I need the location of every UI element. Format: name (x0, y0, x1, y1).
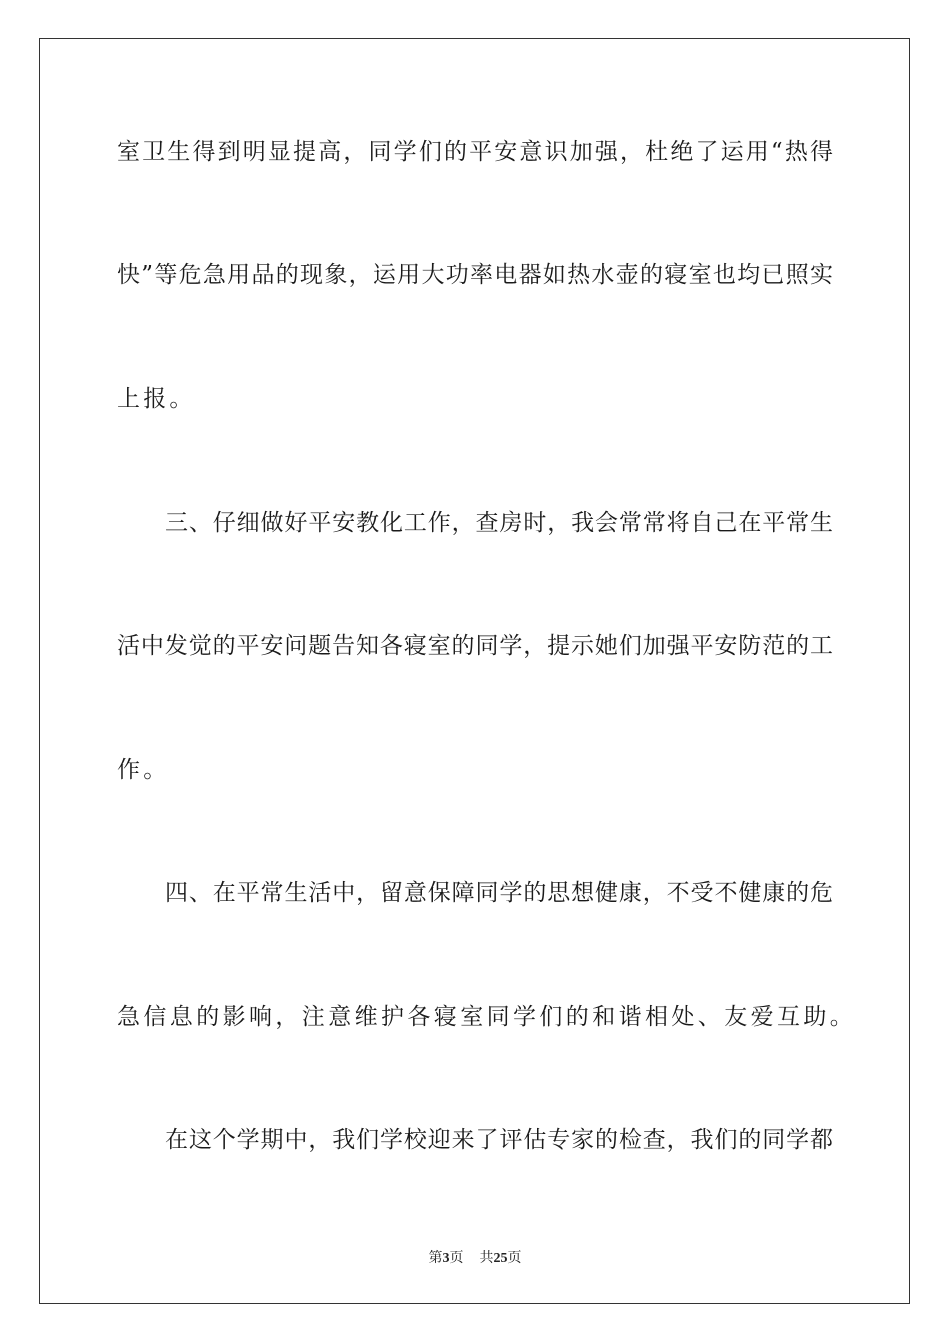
page-prefix: 第 (428, 1250, 443, 1266)
page-footer (0, 1247, 950, 1267)
total-suffix: 页 (507, 1250, 522, 1266)
paragraph-line-8: 急信息的影响，注意维护各寝室同学们的和谐相处、友爱互助。 (117, 1004, 857, 1030)
paragraph-line-6: 作。 (117, 757, 170, 783)
page-suffix: 页 (449, 1250, 464, 1266)
page-border (39, 38, 910, 1304)
paragraph-line-4: 三、仔细做好平安教化工作，查房时，我会常常将自己在平常生 (165, 510, 833, 536)
total-pages: 25 (493, 1251, 508, 1266)
page-number: 3 (442, 1251, 450, 1266)
paragraph-line-5: 活中发觉的平安问题告知各寝室的同学，提示她们加强平安防范的工 (117, 633, 833, 659)
paragraph-line-3: 上报。 (117, 386, 196, 412)
total-prefix: 共 (479, 1250, 494, 1266)
paragraph-line-2: 快”等危急用品的现象，运用大功率电器如热水壶的寝室也均已照实 (117, 262, 833, 288)
paragraph-line-7: 四、在平常生活中，留意保障同学的思想健康，不受不健康的危 (165, 880, 833, 906)
paragraph-line-9: 在这个学期中，我们学校迎来了评估专家的检查，我们的同学都 (165, 1127, 833, 1153)
paragraph-line-1: 室卫生得到明显提高，同学们的平安意识加强，杜绝了运用“热得 (117, 139, 833, 165)
